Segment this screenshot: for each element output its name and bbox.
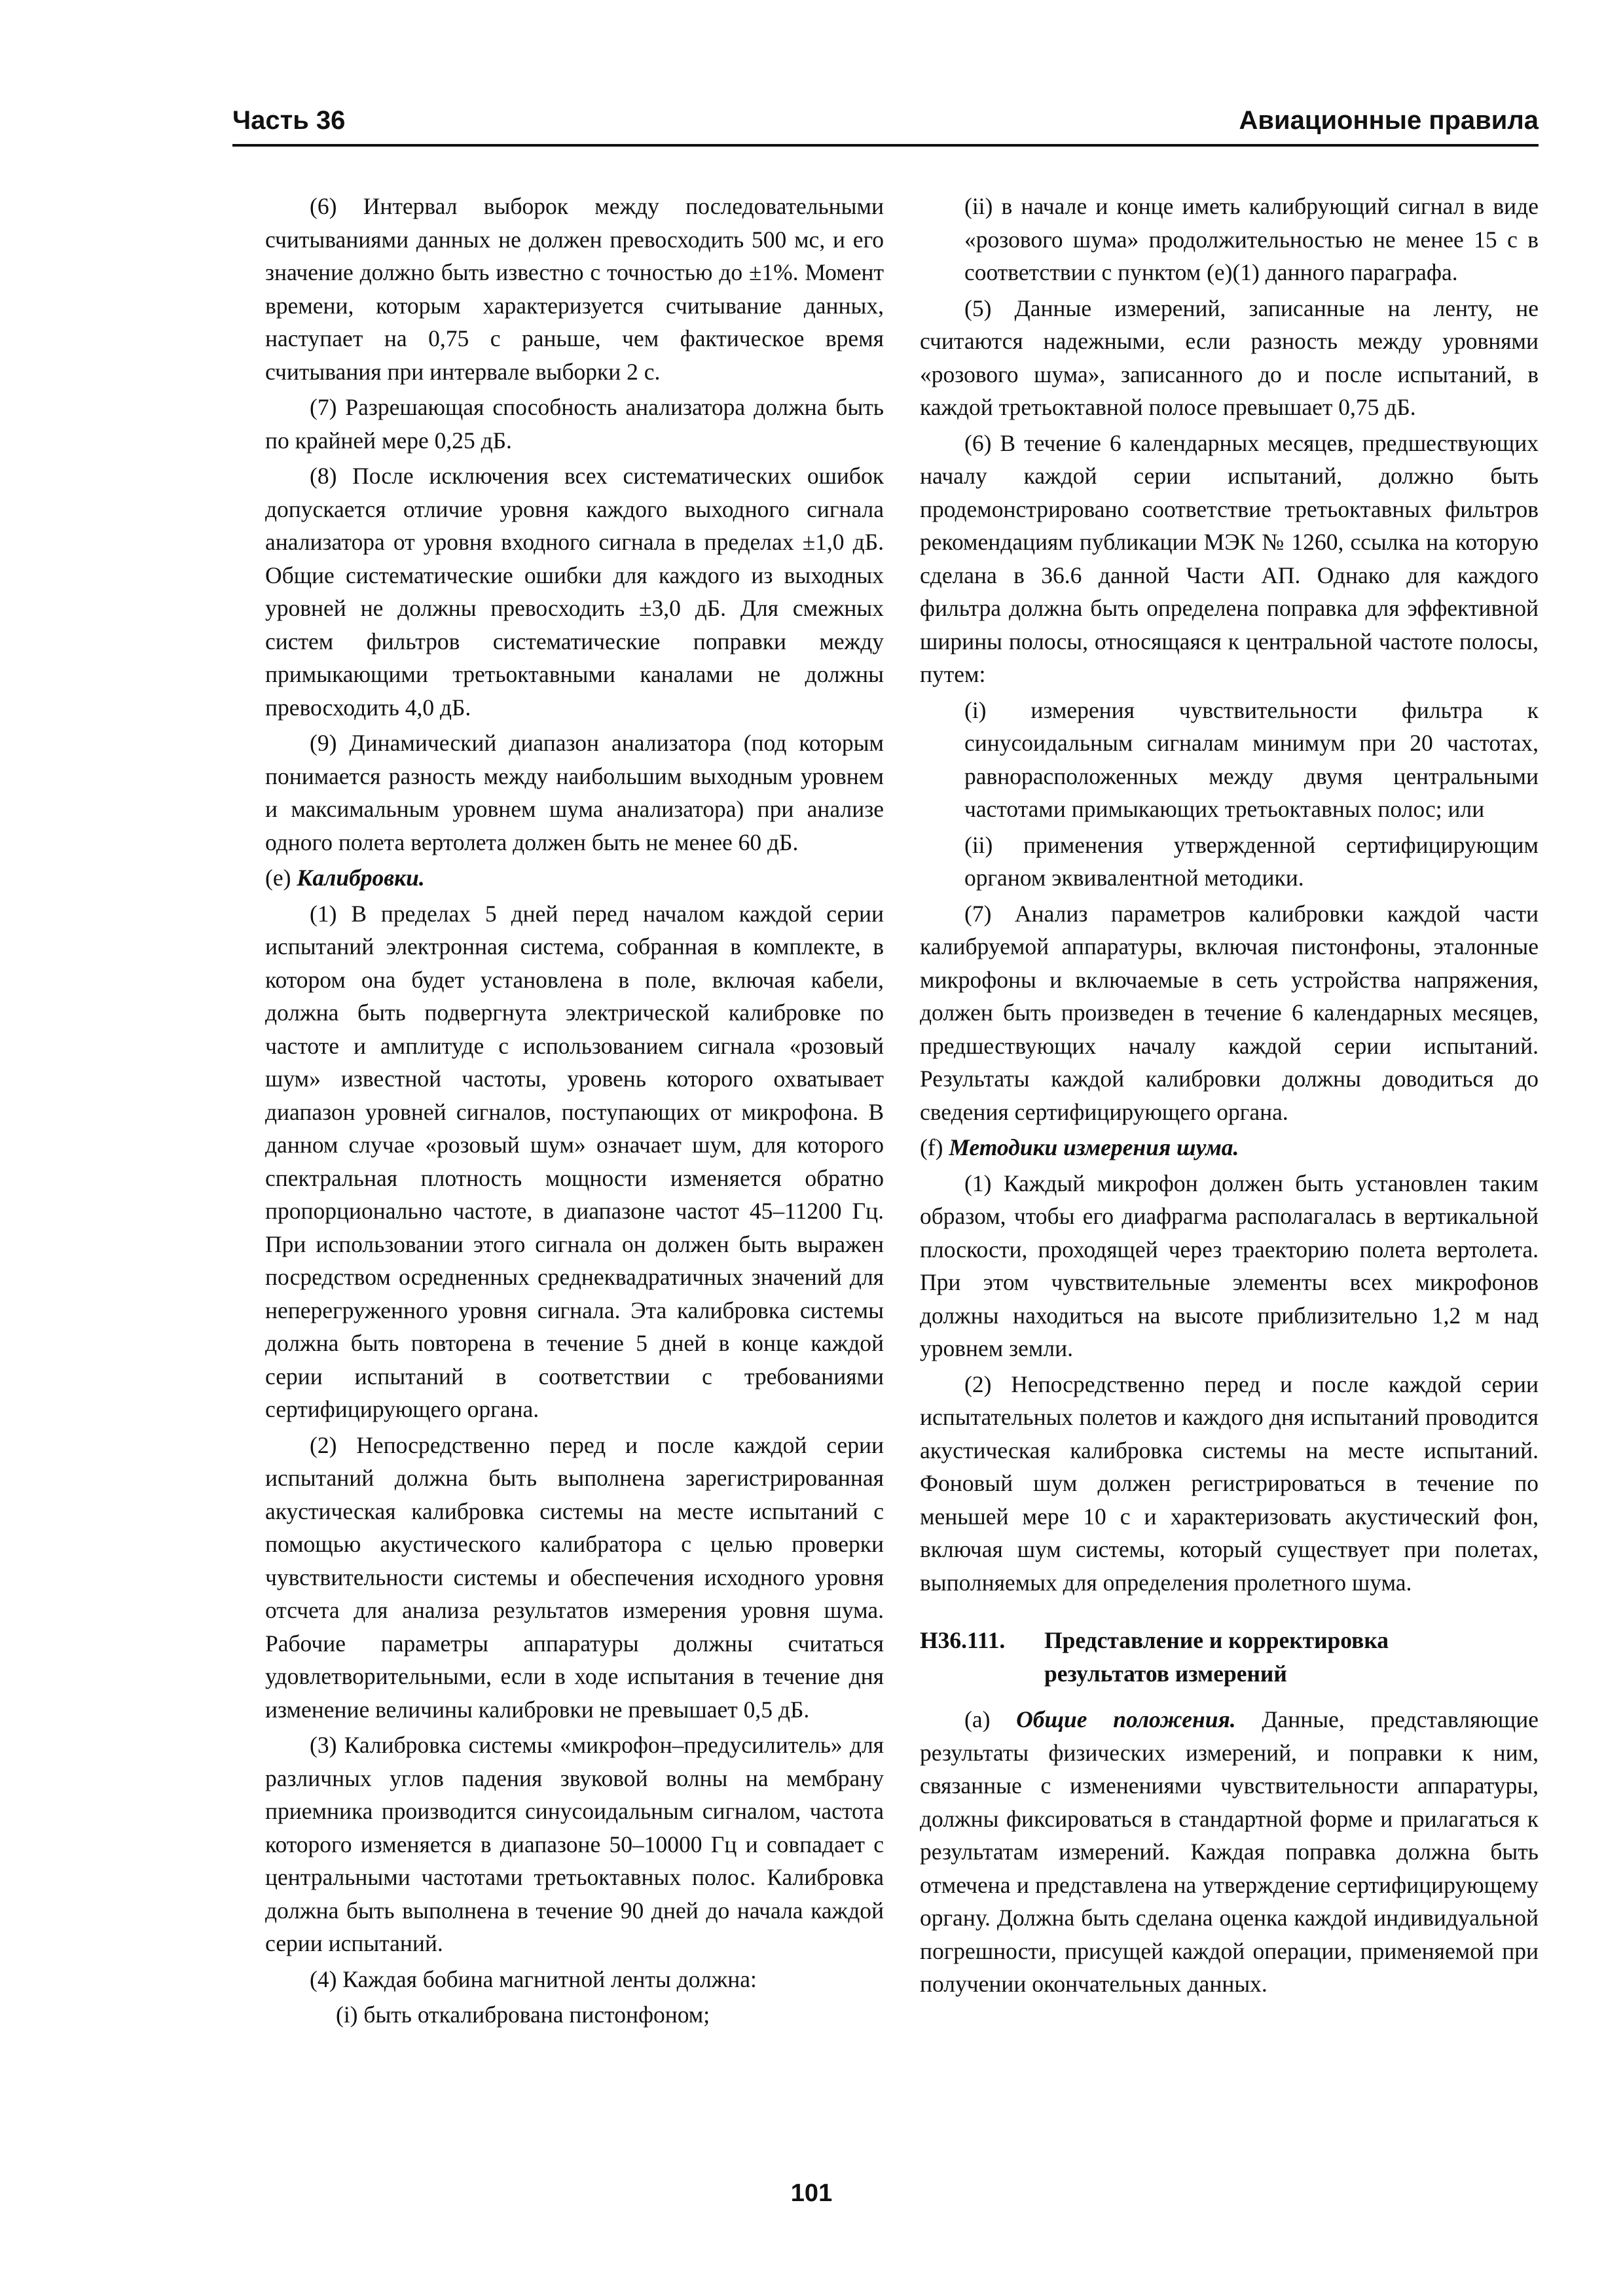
paragraph-e4-i: (i) быть откалибрована пистонфоном; [336,2001,710,2028]
paragraph-e7: (7) Анализ параметров калибровки каждой части калибруемой аппаратуры, включая пистонфоны, эталонные микрофоны и включаемые в сеть устройства напряжения, должен быть произведен в течение 6 календарных месяцев, предшествующих началу каждой серии испытаний. Результаты каждой калибровки должны доводиться до сведения сертифицирующего органа. [920,900,1539,1125]
header-part-title: Часть 36 [232,106,346,135]
section-heading [920,1624,1539,1690]
subsection-e-title: Калибровки. [297,865,425,891]
section-number: Н36.111. [920,1627,1006,1653]
paragraph-e2: (2) Непосредственно перед и после каждой серии испытаний должна быть выполнена зарегистрированная акустическая калибровка системы на месте испытаний с помощью акустического калибратора с целью проверки чувствительности системы и обеспечения исходного уровня отсчета для анализа результатов измерения уровня шума. Рабочие параметры аппаратуры должны считаться удовлетворительными, если в ходе испытания в течение дня изменение величины калибровки не превышает 0,5 дБ. [265,1431,884,1723]
paragraph-e3: (3) Калибровка системы «микрофон–предусилитель» для различных углов падения звуковой волны на мембрану приемника производится синусоидальным сигналом, частота которого изменяется в диапазоне 50–10000 Гц и совпадает с центральными частотами третьоктавных полос. Калибровка должна быть выполнена в течение 90 дней до начала каждой серии испытаний. [265,1732,884,1956]
paragraph-f2: (2) Непосредственно перед и после каждой серии испытательных полетов и каждого дня испытаний проводится акустическая калибровка системы на месте испытаний. Фоновый шум должен регистрироваться в течение по меньшей мере 10 с и характеризовать акустический фон, включая шум системы, который существует при полетах, выполняемых для определения пролетного шума. [920,1371,1539,1596]
paragraph-7: (7) Разрешающая способность анализатора должна быть по крайней мере 0,25 дБ. [265,394,884,454]
paragraph-e4-ii: (ii) в начале и конце иметь калибрующий сигнал в виде «розового шума» продолжительностью не менее 15 с в соответствии с пунктом (е)(1) данного параграфа. [964,193,1539,285]
paragraph-6: (6) Интервал выборок между последовательными считываниями данных не должен превосходить 500 мс, и его значение должно быть известно с точностью до ±1%. Момент времени, которым характеризуется считывание данных, наступает на 0,75 с раньше, чем фактическое время считывания при интервале выборки 2 с. [265,193,884,385]
paragraph-8: (8) После исключения всех систематических ошибок допускается отличие уровня каждого выходного сигнала анализатора от уровня входного сигнала в пределах ±1,0 дБ. Общие систематические ошибки для каждого из выходных уровней не должны превосходить ±3,0 дБ. Для смежных систем фильтров систематические поправки между примыкающими третьоктавными каналами не должны превосходить 4,0 дБ. [265,463,884,721]
paragraph-9: (9) Динамический диапазон анализатора (под которым понимается разность между наибольшим выходным уровнем и максимальным уровнем шума анализатора) при анализе одного полета вертолета должен быть не менее 60 дБ. [265,730,884,855]
subsection-f-heading [920,1131,1539,1164]
header-document-title: Авиационные правила [1239,106,1539,135]
subsection-f-title: Методики измерения шума. [949,1134,1239,1160]
paragraph-f1: (1) Каждый микрофон должен быть установлен таким образом, чтобы его диафрагма располагалась в вертикальной плоскости, проходящей через траекторию полета вертолета. При этом чувствительные элементы всех микрофонов должны находиться на высоте приблизительно 1,2 м над уровнем земли. [920,1170,1539,1361]
left-column [265,190,884,2034]
subsection-e-heading [265,861,884,895]
section-title-line-1: Представление и корректировка [1044,1627,1389,1653]
paragraph-e5: (5) Данные измерений, записанные на ленту, не считаются надежными, если разность между уровнями «розового шума», записанного до и после испытаний, в каждой третьоктавной полосе превышает 0,75 дБ. [920,295,1539,420]
right-column [920,190,1539,2003]
subsection-a-label: (а) [964,1706,1017,1732]
subsection-e-label: (е) [265,865,297,891]
paragraph-e4: (4) Каждая бобина магнитной ленты должна: [310,1965,757,1992]
paragraph-e6-i: (i) измерения чувствительности фильтра к синусоидальным сигналам минимум при 20 частотах, равнорасположенных между двумя центральными частотами примыкающих третьоктавных полос; или [964,696,1539,822]
paragraph-e6-ii: (ii) применения утвержденной сертифицирующим органом эквивалентной методики. [964,831,1539,891]
running-header [232,98,1539,147]
subsection-a-title: Общие положения. [1016,1706,1236,1732]
paragraph-e1: (1) В пределах 5 дней перед началом каждой серии испытаний электронная система, собранная в комплекте, в котором она будет установлена в поле, включая кабели, должна быть подвергнута электрической калибровке по частоте и амплитуде с использованием сигнала «розовый шум» известной частоты, уровень которого охватывает диапазон уровней сигналов, поступающих от микрофона. В данном случае «розовый шум» означает шум, для которого спектральная плотность мощности изменяется обратно пропорционально частоте, в диапазоне частот 45–11200 Гц. При использовании этого сигнала он должен быть выражен посредством осредненных среднеквадратичных значений для неперегруженного уровня сигнала. Эта калибровка системы должна быть повторена в течение 5 дней в конце каждой серии испытаний в соответствии с требованиями сертифицирующего органа. [265,900,884,1422]
subsection-f-label: (f) [920,1134,949,1160]
section-title-line-2: результатов измерений [1044,1660,1287,1687]
paragraph-a [920,1703,1539,2001]
page-number: 101 [790,2179,833,2207]
subsection-a-text: Данные, представляющие результаты физических измерений, и поправки к ним, связанные с изменениями чувствительности аппаратуры, должны фиксироваться в стандартной форме и прилагаться к результатам измерений. Каждая поправка должна быть отмечена и представлена на утверждение сертифицирующему органу. Должна быть сделана оценка каждой индивидуальной погрешности, присущей каждой операции, применяемой при получении окончательных данных. [920,1706,1539,1997]
paragraph-e6: (6) В течение 6 календарных месяцев, предшествующих началу каждой серии испытаний, должно быть продемонстрировано соответствие третьоктавных фильтров рекомендациям публикации МЭК № 1260, ссылка на которую сделана в 36.6 данной Части АП. Однако для каждого фильтра должна быть определена поправка для эффективной ширины полосы, относящаяся к центральной частоте полосы, путем: [920,429,1539,687]
